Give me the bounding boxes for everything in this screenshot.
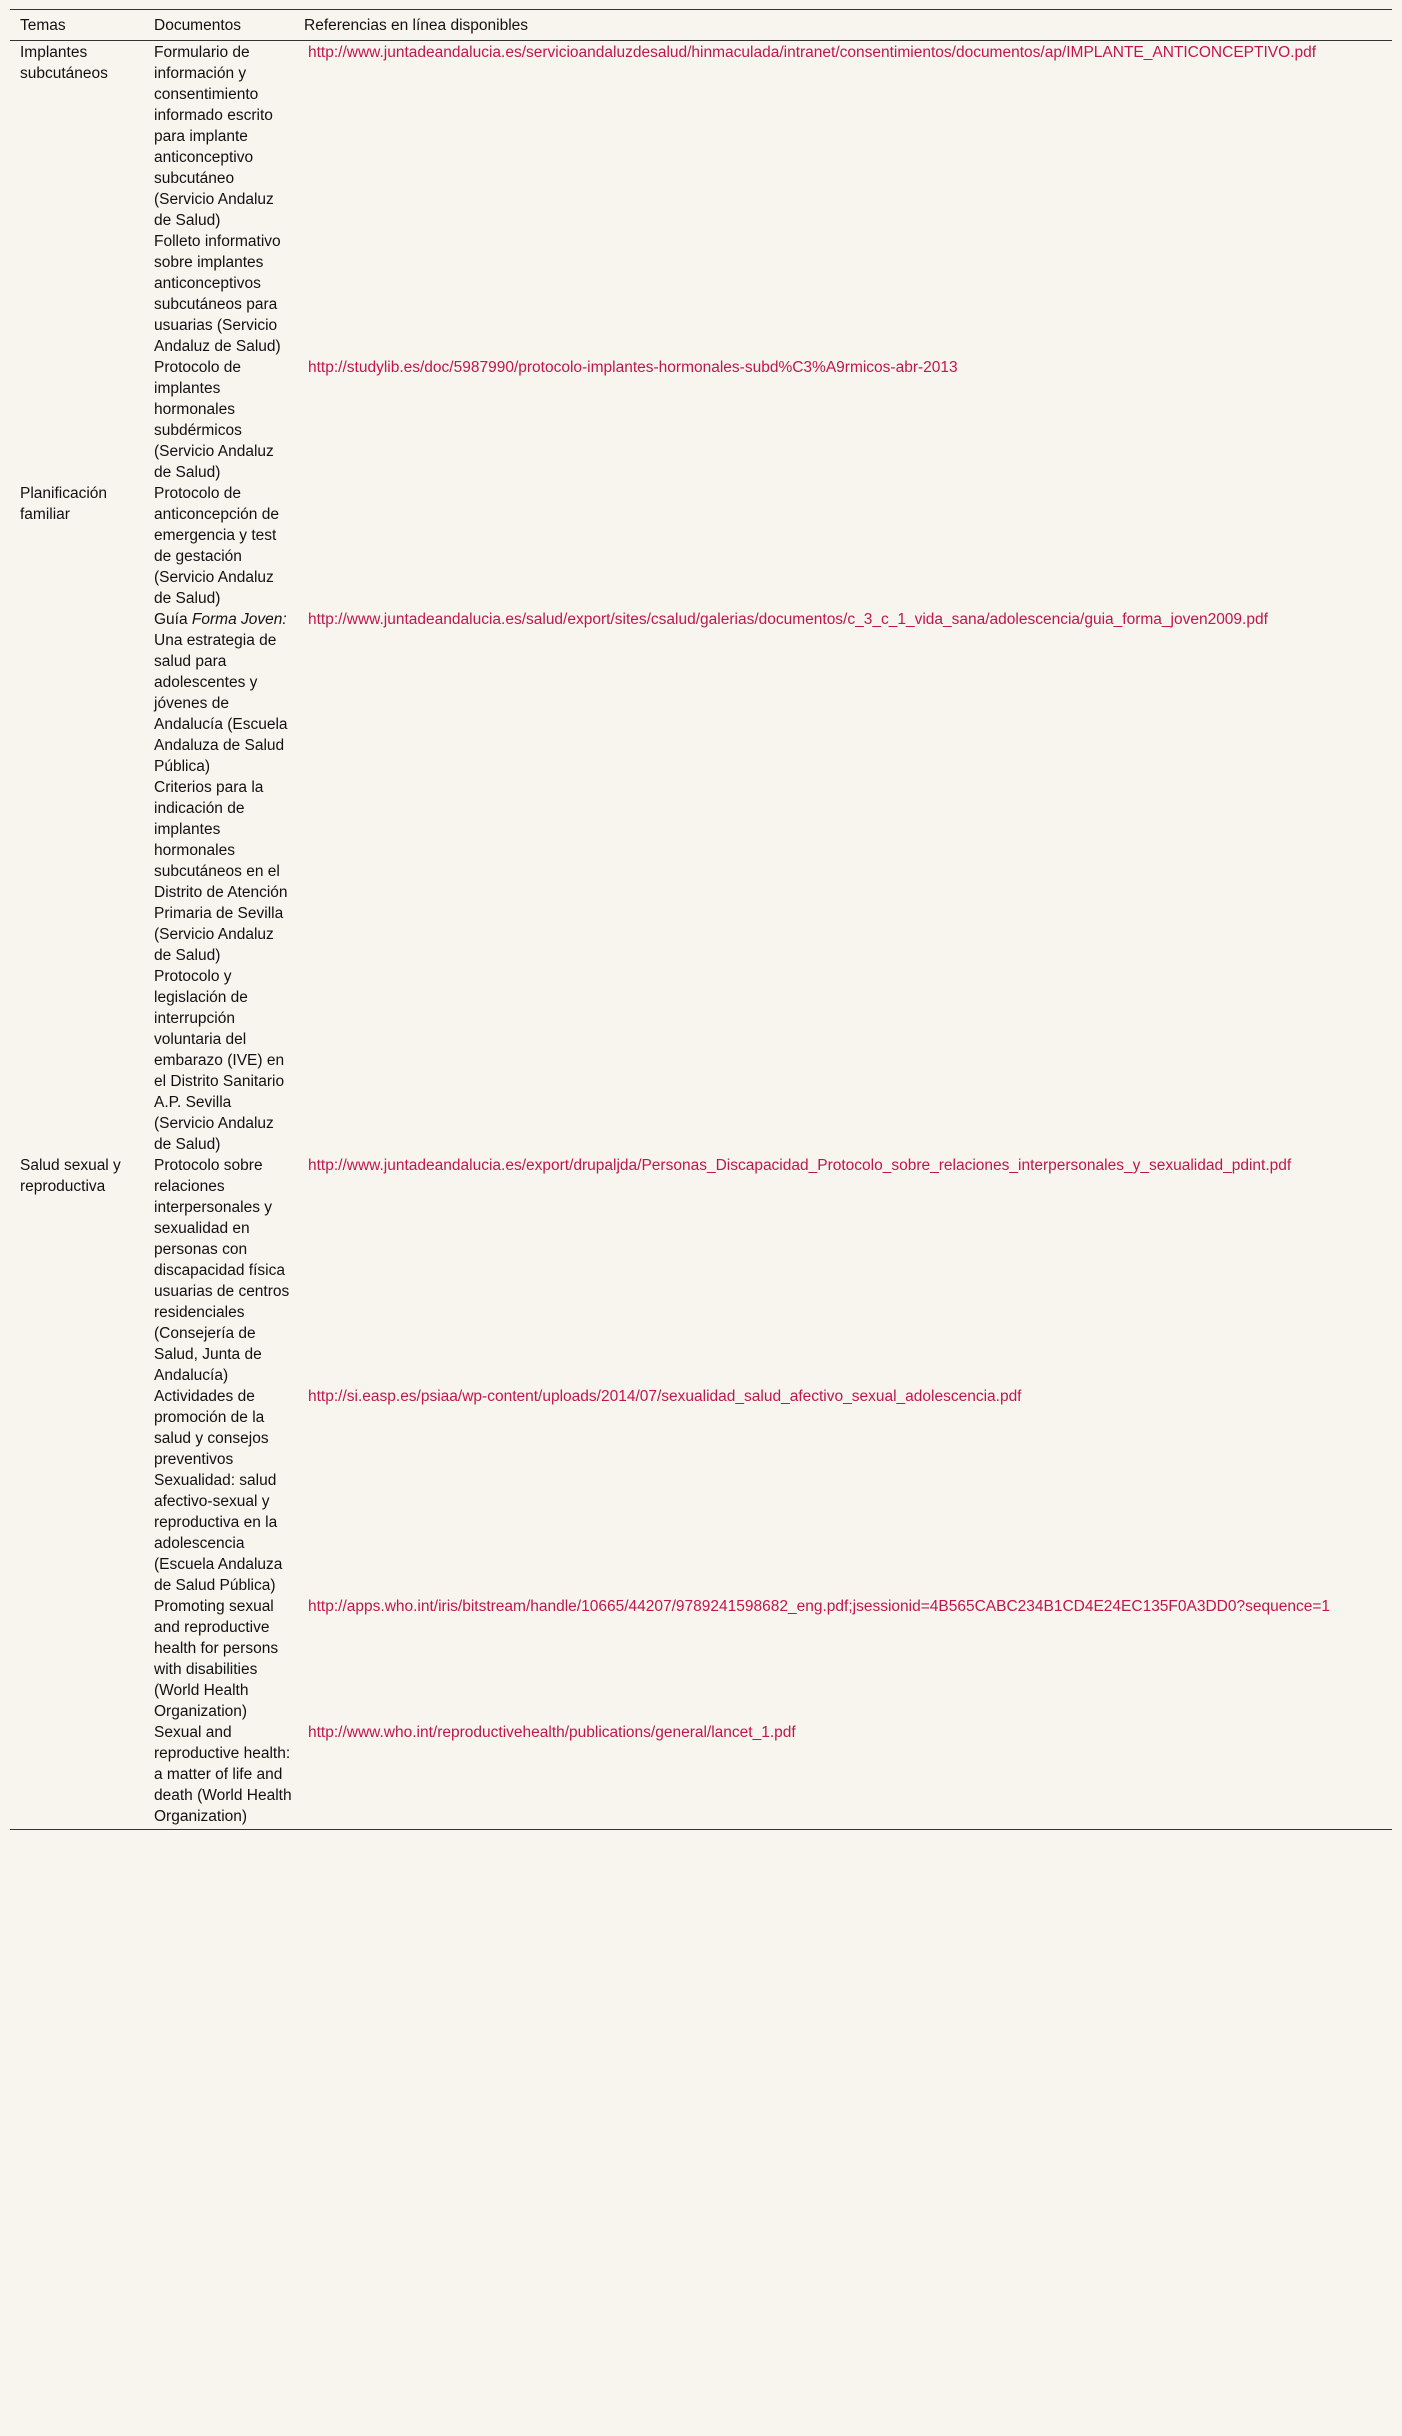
- table-row: [10, 1386, 1392, 1596]
- tema-cell: [10, 1386, 144, 1596]
- documento-cell: Formulario de información y consentimiento informado escrito para implante anticonceptivo subcutáneo (Servicio Andaluz de Salud): [154, 44, 274, 229]
- referencia-cell: [294, 609, 1392, 777]
- documento-cell: Actividades de promoción de la salud y consejos preventivos Sexualidad: salud afectivo-sexual y reproductiva en la adolescencia (Escuela Andaluza de Salud Pública): [154, 1388, 283, 1594]
- documento-cell: [144, 609, 294, 777]
- tema-cell: Planificación familiar: [20, 485, 108, 523]
- tema-cell: [10, 777, 144, 966]
- tema-cell: [10, 231, 144, 357]
- documento-rest: Una estrategia de salud para adolescentes y jóvenes de Andalucía (Escuela Andaluza de Salud Pública): [154, 632, 288, 775]
- table-row: [10, 609, 1392, 777]
- tema-cell: [10, 1722, 144, 1830]
- header-documentos: Documentos: [144, 10, 294, 41]
- table-row: [10, 41, 1392, 232]
- tema-cell: [10, 609, 144, 777]
- referencia-cell: [294, 966, 1392, 1155]
- documento-cell: Protocolo de anticoncepción de emergencia y test de gestación (Servicio Andaluz de Salud): [154, 485, 279, 607]
- referencia-cell: [294, 777, 1392, 966]
- table-header-row: [10, 10, 1392, 41]
- referencia-link[interactable]: http://studylib.es/doc/5987990/protocolo-implantes-hormonales-subd%C3%A9rmicos-abr-2013: [308, 359, 958, 376]
- referencia-cell: [294, 1722, 1392, 1830]
- table-row: [10, 1722, 1392, 1830]
- referencia-cell: [294, 231, 1392, 357]
- referencia-link[interactable]: http://apps.who.int/iris/bitstream/handle/10665/44207/9789241598682_eng.pdf;jsessionid=4B565CABC234B1CD4E24EC135F0A3DD0?sequence=1: [308, 1598, 1331, 1615]
- table-row: [10, 966, 1392, 1155]
- referencia-link[interactable]: http://www.who.int/reproductivehealth/publications/general/lancet_1.pdf: [308, 1724, 796, 1741]
- referencia-cell: [294, 1155, 1392, 1386]
- tema-cell: [10, 1596, 144, 1722]
- header-referencias: Referencias en línea disponibles: [294, 10, 1392, 41]
- referencia-link[interactable]: http://www.juntadeandalucia.es/export/drupaljda/Personas_Discapacidad_Protocolo_sobre_relaciones_interpersonales_y_sexualidad_pdint.pdf: [308, 1157, 1292, 1174]
- header-temas: Temas: [10, 10, 144, 41]
- documento-cell: Criterios para la indicación de implantes hormonales subcutáneos en el Distrito de Atención Primaria de Sevilla (Servicio Andaluz de Salud): [154, 779, 288, 964]
- referencia-cell: [294, 1596, 1392, 1722]
- referencia-cell: [294, 1386, 1392, 1596]
- table-row: [10, 1155, 1392, 1386]
- table-row: [10, 777, 1392, 966]
- table-row: [10, 483, 1392, 609]
- referencia-link[interactable]: http://si.easp.es/psiaa/wp-content/uploads/2014/07/sexualidad_salud_afectivo_sexual_adolescencia.pdf: [308, 1388, 1022, 1405]
- referencia-cell: [294, 483, 1392, 609]
- tema-cell: Implantes subcutáneos: [20, 44, 108, 82]
- referencia-cell: [294, 357, 1392, 483]
- referencia-cell: [294, 41, 1392, 232]
- table-row: [10, 1596, 1392, 1722]
- documento-cell: Protocolo y legislación de interrupción voluntaria del embarazo (IVE) en el Distrito Sanitario A.P. Sevilla (Servicio Andaluz de Salud): [154, 968, 285, 1153]
- documento-prefix: Guía: [154, 611, 192, 628]
- table-row: [10, 357, 1392, 483]
- table-row: [10, 231, 1392, 357]
- documento-italic-title: Forma Joven:: [191, 611, 287, 628]
- documento-cell: Folleto informativo sobre implantes anticonceptivos subcutáneos para usuarias (Servicio Andaluz de Salud): [154, 233, 281, 355]
- referencia-link[interactable]: http://www.juntadeandalucia.es/salud/export/sites/csalud/galerias/documentos/c_3_c_1_vida_sana/adolescencia/guia_forma_joven2009.pdf: [308, 611, 1268, 628]
- documento-cell: Protocolo sobre relaciones interpersonales y sexualidad en personas con discapacidad física usuarias de centros residenciales (Consejería de Salud, Junta de Andalucía): [154, 1157, 290, 1384]
- tema-cell: [10, 357, 144, 483]
- documento-cell: Sexual and reproductive health: a matter of life and death (World Health Organization): [144, 1722, 294, 1830]
- referencia-link[interactable]: http://www.juntadeandalucia.es/servicioandaluzdesalud/hinmaculada/intranet/consentimientos/documentos/ap/IMPLANTE_ANTICONCEPTIVO.pdf: [308, 44, 1317, 61]
- tema-cell: Salud sexual y reproductiva: [20, 1157, 121, 1195]
- documento-cell: Promoting sexual and reproductive health for persons with disabilities (World Health Organization): [154, 1598, 279, 1720]
- tema-cell: [10, 966, 144, 1155]
- documento-cell: Protocolo de implantes hormonales subdérmicos (Servicio Andaluz de Salud): [154, 359, 274, 481]
- references-table: [10, 9, 1392, 1830]
